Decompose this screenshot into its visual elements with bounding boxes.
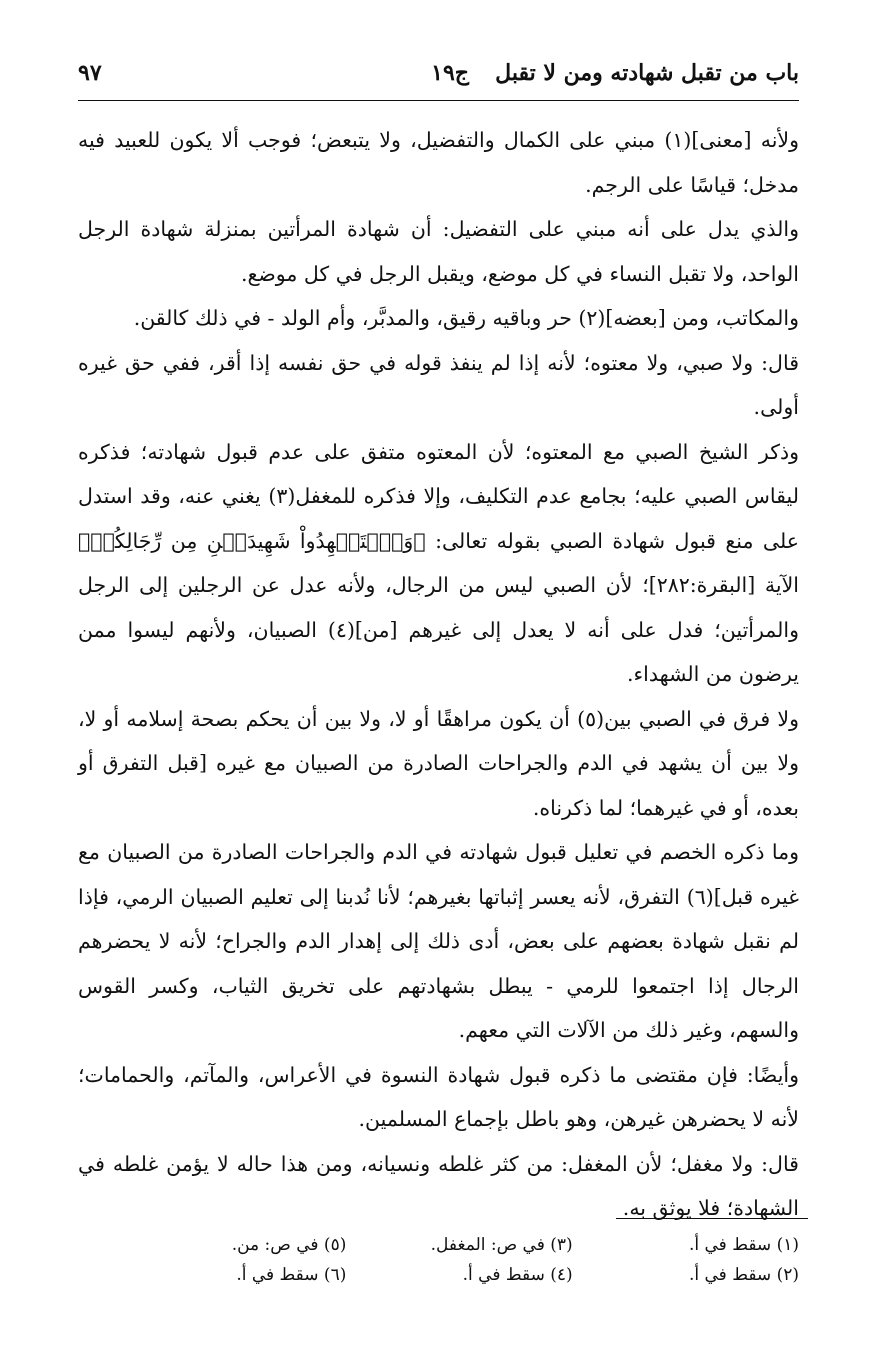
footnote-row (120, 1260, 799, 1290)
running-header (78, 60, 799, 96)
paragraph: والمكاتب، ومن [بعضه](٢) حر وباقيه رقيق، والمدبَّر، وأم الولد - في ذلك كالقن. (133, 306, 799, 330)
paragraph: قال: ولا صبي، ولا معتوه؛ لأنه إذا لم ينفذ قوله في حق نفسه إذا أقر، ففي حق غيره أولى. (78, 350, 799, 419)
paragraph: ولأنه [معنى](١) مبني على الكمال والتفضيل، ولا يتبعض؛ فوجب ألا يكون للعبيد فيه مدخل؛ قياسًا على الرجم. (78, 128, 799, 197)
footnote: (١) سقط في أ. (688, 1235, 799, 1255)
paragraph: ولا فرق في الصبي بين(٥) أن يكون مراهقًا أو لا، ولا بين أن يحكم بصحة إسلامه أو لا، ولا بين أن يشهد في الدم والجراحات الصادرة من الصبيان مع غيره [قبل التفرق أو بعده، أو في غيرهما؛ لما ذكرناه. (78, 706, 799, 820)
footnote-row (120, 1230, 799, 1260)
footnote: (٤) سقط في أ. (462, 1265, 573, 1285)
chapter-title: باب من تقبل شهادته ومن لا تقبل (495, 60, 799, 86)
volume-label: ج١٩ (431, 60, 469, 86)
paragraph: وذكر الشيخ الصبي مع المعتوه؛ لأن المعتوه متفق على عدم قبول شهادته؛ فذكره ليقاس الصبي عليه؛ بجامع عدم التكليف، وإلا فذكره للمغفل(٣) يغني عنه، وقد استدل على منع قبول شهادة الصبي بقوله تعالى: ﴿وَٱسۡتَشۡهِدُواْ شَهِيدَيۡنِ مِن رِّجَالِكُمۡ﴾ الآية [البقرة:٢٨٢]؛ لأن الصبي ليس من الرجال، ولأنه عدل عن الرجلين إلى الرجل والمرأتين؛ فدل على أنه لا يعدل إلى غيرهم [من](٤) الصبيان، ولأنهم ليسوا ممن يرضون من الشهداء. (78, 439, 799, 686)
footnote: (٣) في ص: المغفل. (430, 1235, 573, 1255)
footnote: (٢) سقط في أ. (688, 1265, 799, 1285)
footnotes (120, 1230, 799, 1290)
paragraph: قال: ولا مغفل؛ لأن المغفل: من كثر غلطه ونسيانه، ومن هذا حاله لا يؤمن غلطه في الشهادة؛ فلا يوثق به. (78, 1151, 799, 1220)
paragraph: والذي يدل على أنه مبني على التفضيل: أن شهادة المرأتين بمنزلة شهادة الرجل الواحد، ولا تقبل النساء في كل موضع، ويقبل الرجل في كل موضع. (78, 217, 799, 286)
paragraph: وأيضًا: فإن مقتضى ما ذكره قبول شهادة النسوة في الأعراس، والمآتم، والحمامات؛ لأنه لا يحضرهن غيرهن، وهو باطل بإجماع المسلمين. (78, 1062, 799, 1131)
footnote: (٦) سقط في أ. (236, 1265, 347, 1285)
page-number: ٩٧ (78, 60, 102, 86)
footnote-rule (616, 1218, 808, 1219)
paragraph: وما ذكره الخصم في تعليل قبول شهادته في الدم والجراحات الصادرة من الصبيان مع غيره قبل](٦) التفرق، لأنه يعسر إثباتها بغيرهم؛ لأنا نُدبنا إلى تعليم الصبيان الرمي، فإذا لم نقبل شهادة بعضهم على بعض، أدى ذلك إلى إهدار الدم والجراح؛ لأنه لا يحضرهم الرجال إذا اجتمعوا للرمي - يبطل بشهادتهم على تخريق الثياب، وكسر القوس والسهم، وغير ذلك من الآلات التي معهم. (78, 840, 799, 1042)
header-rule (78, 100, 799, 101)
main-text (78, 118, 799, 1231)
footnote: (٥) في ص: من. (231, 1235, 347, 1255)
